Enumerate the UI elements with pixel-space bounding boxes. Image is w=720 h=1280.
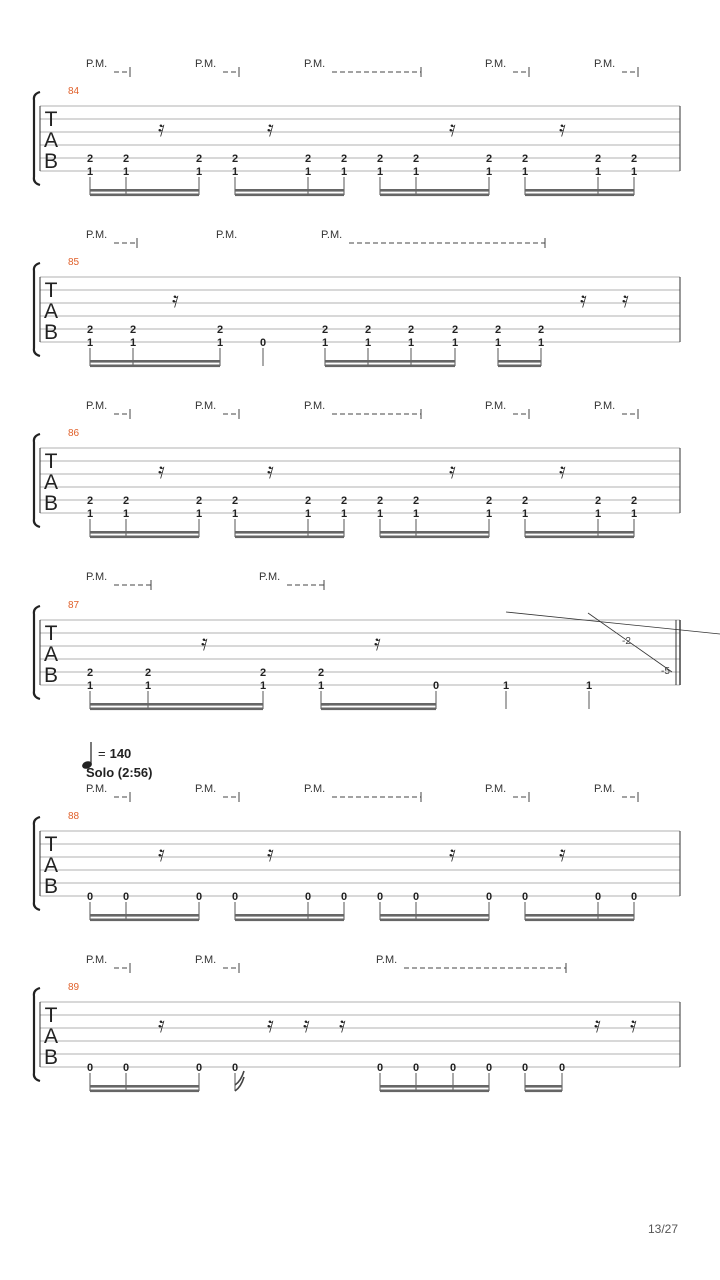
system-bracket	[34, 263, 40, 356]
fret-number: 0	[412, 891, 420, 903]
fret-number: 0	[594, 891, 602, 903]
beam	[235, 531, 344, 534]
fret-number: 1	[122, 166, 130, 178]
sixteenth-rest-icon: 𝄿	[449, 459, 456, 484]
measure-number: 86	[68, 428, 80, 439]
fret-number: 2	[451, 324, 459, 336]
fret-number: 0	[485, 891, 493, 903]
fret-number: 0	[521, 891, 529, 903]
fret-number: 2	[86, 667, 94, 679]
fret-number: 2	[412, 153, 420, 165]
palm-mute-label: P.M.	[195, 954, 217, 966]
fret-number: 0	[195, 1062, 203, 1074]
beam	[90, 360, 220, 363]
fret-number: 1	[86, 166, 94, 178]
beam	[525, 1085, 562, 1088]
fret-number: 2	[122, 495, 130, 507]
slide-fret-mark: -5	[661, 666, 670, 677]
fret-number: 2	[485, 495, 493, 507]
palm-mute-label: P.M.	[86, 783, 108, 795]
sixteenth-rest-icon: 𝄿	[559, 459, 566, 484]
sixteenth-rest-icon: 𝄿	[339, 1013, 346, 1038]
beam-stub	[321, 703, 329, 706]
beam	[90, 703, 263, 706]
fret-number: 1	[129, 337, 137, 349]
system-bracket	[34, 606, 40, 699]
fret-number: 2	[86, 324, 94, 336]
sixteenth-rest-icon: 𝄿	[303, 1013, 310, 1038]
tab-clef-letter: T	[44, 622, 58, 645]
sixteenth-rest-icon: 𝄿	[158, 459, 165, 484]
beam	[90, 189, 199, 192]
sixteenth-rest-icon: 𝄿	[267, 1013, 274, 1038]
palm-mute-label: P.M.	[304, 58, 326, 70]
fret-number: 0	[195, 891, 203, 903]
sixteenth-rest-icon: 𝄿	[267, 842, 274, 867]
beam	[90, 531, 199, 534]
fret-number: 2	[521, 153, 529, 165]
fret-number: 2	[340, 495, 348, 507]
measure-number: 88	[68, 811, 80, 822]
measure-number: 85	[68, 257, 80, 268]
beam	[380, 536, 489, 539]
fret-number: 1	[630, 508, 638, 520]
beam	[90, 919, 199, 922]
fret-number: 2	[594, 495, 602, 507]
fret-number: 1	[630, 166, 638, 178]
fret-number: 0	[340, 891, 348, 903]
tab-clef-letter: A	[43, 471, 59, 494]
fret-number: 1	[585, 680, 593, 692]
beam	[525, 919, 634, 922]
beam	[235, 194, 344, 197]
beam	[380, 1090, 489, 1093]
fret-number: 1	[340, 166, 348, 178]
fret-number: 0	[86, 891, 94, 903]
fret-number: 1	[376, 166, 384, 178]
palm-mute-label: P.M.	[86, 954, 108, 966]
sixteenth-rest-icon: 𝄿	[449, 117, 456, 142]
palm-mute-label: P.M.	[304, 783, 326, 795]
sixteenth-rest-icon: 𝄿	[594, 1013, 601, 1038]
fret-number: 1	[502, 680, 510, 692]
fret-number: 0	[521, 1062, 529, 1074]
beam	[325, 365, 455, 368]
sixteenth-rest-icon: 𝄿	[158, 1013, 165, 1038]
beam	[498, 360, 541, 363]
tab-system	[34, 571, 720, 710]
palm-mute-label: P.M.	[86, 571, 108, 583]
fret-number: 2	[630, 153, 638, 165]
tab-clef-letter: B	[43, 321, 59, 344]
tab-clef-letter: T	[44, 108, 58, 131]
fret-number: 0	[376, 1062, 384, 1074]
fret-number: 1	[594, 508, 602, 520]
fret-number: 0	[558, 1062, 566, 1074]
fret-number: 1	[364, 337, 372, 349]
fret-number: 2	[321, 324, 329, 336]
system-bracket	[34, 92, 40, 185]
fret-number: 1	[86, 508, 94, 520]
system-bracket	[34, 434, 40, 527]
fret-number: 1	[451, 337, 459, 349]
beam	[380, 919, 489, 922]
sixteenth-rest-icon: 𝄿	[559, 117, 566, 142]
fret-number: 0	[304, 891, 312, 903]
fret-number: 0	[259, 337, 267, 349]
palm-mute-label: P.M.	[304, 400, 326, 412]
fret-number: 0	[449, 1062, 457, 1074]
fret-number: 1	[86, 680, 94, 692]
fret-number: 2	[144, 667, 152, 679]
sixteenth-rest-icon: 𝄿	[559, 842, 566, 867]
tab-system	[34, 954, 680, 1092]
palm-mute-label: P.M.	[195, 783, 217, 795]
fret-number: 2	[216, 324, 224, 336]
palm-mute-label: P.M.	[195, 58, 217, 70]
fret-number: 2	[231, 495, 239, 507]
fret-number: 1	[485, 508, 493, 520]
fret-number: 2	[129, 324, 137, 336]
fret-number: 1	[304, 508, 312, 520]
fret-number: 2	[86, 495, 94, 507]
palm-mute-label: P.M.	[485, 783, 507, 795]
slide-fret-mark: -2	[622, 636, 631, 647]
palm-mute-label: P.M.	[594, 58, 616, 70]
fret-number: 1	[494, 337, 502, 349]
fret-number: 2	[537, 324, 545, 336]
fret-number: 1	[340, 508, 348, 520]
section-label: Solo (2:56)	[86, 765, 153, 780]
fret-number: 1	[231, 508, 239, 520]
beam	[525, 189, 634, 192]
fret-number: 1	[407, 337, 415, 349]
sixteenth-rest-icon: 𝄿	[449, 842, 456, 867]
system-bracket	[34, 817, 40, 910]
beam	[90, 194, 199, 197]
sixteenth-rest-icon: 𝄿	[172, 288, 179, 313]
beam	[525, 531, 634, 534]
palm-mute-label: P.M.	[594, 400, 616, 412]
palm-mute-label: P.M.	[195, 400, 217, 412]
fret-number: 0	[231, 1062, 239, 1074]
fret-number: 2	[304, 495, 312, 507]
palm-mute-label: P.M.	[594, 783, 616, 795]
tab-clef-letter: B	[43, 150, 59, 173]
fret-number: 2	[231, 153, 239, 165]
fret-number: 1	[321, 337, 329, 349]
tempo-equals: =	[98, 746, 106, 761]
tab-clef-letter: T	[44, 833, 58, 856]
fret-number: 2	[195, 153, 203, 165]
fret-number: 2	[412, 495, 420, 507]
beam	[525, 914, 634, 917]
fret-number: 2	[594, 153, 602, 165]
page-number: 13/27	[647, 1222, 678, 1236]
fret-number: 1	[412, 508, 420, 520]
palm-mute-label: P.M.	[376, 954, 398, 966]
fret-number: 1	[485, 166, 493, 178]
beam	[321, 703, 436, 706]
beam	[380, 194, 489, 197]
fret-number: 2	[317, 667, 325, 679]
palm-mute-label: P.M.	[216, 229, 238, 241]
fret-number: 1	[144, 680, 152, 692]
tab-system	[34, 58, 680, 196]
fret-number: 2	[364, 324, 372, 336]
fret-number: 0	[485, 1062, 493, 1074]
fret-number: 1	[122, 508, 130, 520]
tab-clef-letter: T	[44, 1004, 58, 1027]
beam	[90, 536, 199, 539]
fret-number: 2	[259, 667, 267, 679]
palm-mute-label: P.M.	[321, 229, 343, 241]
beam	[235, 536, 344, 539]
sixteenth-rest-icon: 𝄿	[630, 1013, 637, 1038]
fret-number: 1	[195, 166, 203, 178]
palm-mute-label: P.M.	[86, 58, 108, 70]
fret-number: 1	[521, 508, 529, 520]
tab-clef-letter: T	[44, 450, 58, 473]
fret-number: 0	[376, 891, 384, 903]
fret-number: 2	[407, 324, 415, 336]
palm-mute-label: P.M.	[485, 400, 507, 412]
palm-mute-label: P.M.	[259, 571, 281, 583]
sixteenth-rest-icon: 𝄿	[158, 117, 165, 142]
fret-number: 2	[195, 495, 203, 507]
beam	[498, 365, 541, 368]
fret-number: 2	[376, 153, 384, 165]
fret-number: 0	[412, 1062, 420, 1074]
fret-number: 1	[594, 166, 602, 178]
fret-number: 1	[304, 166, 312, 178]
system-bracket	[34, 988, 40, 1081]
tab-clef-letter: B	[43, 1046, 59, 1069]
fret-number: 1	[195, 508, 203, 520]
palm-mute-label: P.M.	[485, 58, 507, 70]
beam	[90, 914, 199, 917]
beam	[321, 708, 436, 711]
fret-number: 1	[317, 680, 325, 692]
measure-number: 89	[68, 982, 80, 993]
fret-number: 0	[432, 680, 440, 692]
beam	[525, 194, 634, 197]
tab-clef-letter: B	[43, 664, 59, 687]
fret-number: 0	[630, 891, 638, 903]
fret-number: 0	[122, 1062, 130, 1074]
sixteenth-rest-icon: 𝄿	[374, 631, 381, 656]
fret-number: 2	[521, 495, 529, 507]
palm-mute-label: P.M.	[86, 229, 108, 241]
fret-number: 0	[86, 1062, 94, 1074]
fret-number: 1	[216, 337, 224, 349]
fret-number: 2	[122, 153, 130, 165]
note-flag-icon	[235, 1071, 244, 1091]
fret-number: 2	[376, 495, 384, 507]
beam	[325, 360, 455, 363]
fret-number: 1	[537, 337, 545, 349]
fret-number: 1	[376, 508, 384, 520]
sixteenth-rest-icon: 𝄿	[580, 288, 587, 313]
beam	[235, 189, 344, 192]
beam	[90, 708, 263, 711]
beam	[235, 919, 344, 922]
tab-clef-letter: T	[44, 279, 58, 302]
fret-number: 2	[485, 153, 493, 165]
beam	[380, 1085, 489, 1088]
tab-clef-letter: A	[43, 129, 59, 152]
tab-system	[34, 400, 680, 538]
tab-clef-letter: B	[43, 492, 59, 515]
beam	[380, 914, 489, 917]
fret-number: 2	[340, 153, 348, 165]
palm-mute-label: P.M.	[86, 400, 108, 412]
fret-number: 1	[521, 166, 529, 178]
fret-number: 1	[86, 337, 94, 349]
fret-number: 2	[494, 324, 502, 336]
beam	[380, 531, 489, 534]
beam	[235, 914, 344, 917]
beam	[525, 536, 634, 539]
tab-system	[34, 229, 680, 367]
beam	[380, 189, 489, 192]
tab-clef-letter: A	[43, 643, 59, 666]
beam	[90, 1090, 199, 1093]
measure-number: 84	[68, 86, 80, 97]
tab-clef-letter: A	[43, 1025, 59, 1048]
measure-number: 87	[68, 600, 80, 611]
beam	[90, 1085, 199, 1088]
fret-number: 0	[122, 891, 130, 903]
tempo-marking	[86, 746, 131, 761]
fret-number: 2	[86, 153, 94, 165]
fret-number: 2	[630, 495, 638, 507]
sixteenth-rest-icon: 𝄿	[201, 631, 208, 656]
tab-system	[34, 783, 680, 921]
tab-clef-letter: A	[43, 854, 59, 877]
fret-number: 1	[231, 166, 239, 178]
beam	[90, 365, 220, 368]
fret-number: 0	[231, 891, 239, 903]
sixteenth-rest-icon: 𝄿	[158, 842, 165, 867]
fret-number: 1	[259, 680, 267, 692]
fret-number: 2	[304, 153, 312, 165]
fret-number: 1	[412, 166, 420, 178]
tab-clef-letter: A	[43, 300, 59, 323]
sixteenth-rest-icon: 𝄿	[622, 288, 629, 313]
sixteenth-rest-icon: 𝄿	[267, 117, 274, 142]
sixteenth-rest-icon: 𝄿	[267, 459, 274, 484]
beam	[525, 1090, 562, 1093]
tab-clef-letter: B	[43, 875, 59, 898]
tempo-value: 140	[109, 746, 132, 761]
